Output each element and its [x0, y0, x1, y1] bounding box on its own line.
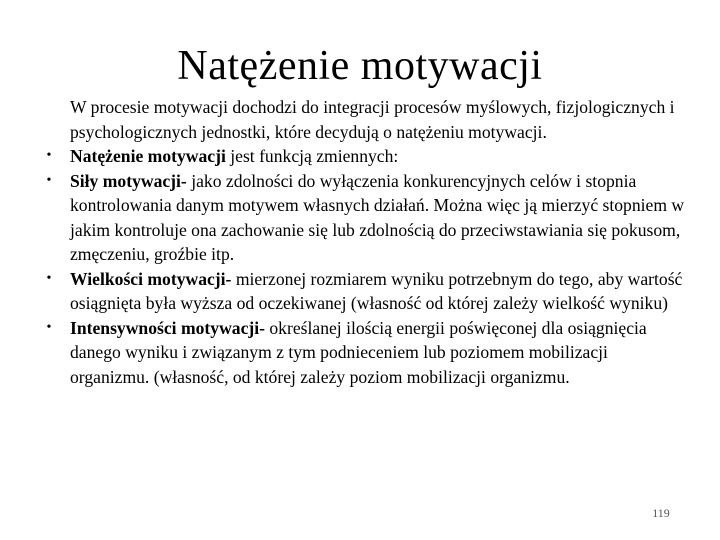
- bullet-item: [40, 267, 690, 316]
- bullet-icon: •: [46, 319, 52, 335]
- slide-content: [40, 95, 690, 389]
- bullet-text: jest funkcją zmiennych:: [225, 146, 399, 166]
- bullet-text: mierzonej rozmiarem wyniku potrzebnym do tego, aby wartość osiągnięta była wyższa od oczekiwanej (własność od której zależy wielkość wyniku): [70, 268, 683, 313]
- bullet-text: określanej ilością energii poświęconej dla osiągnięcia danego wyniku i związanym z tym podnieceniem lub poziomem mobilizacji organizmu. (własność, od której zależy poziom mobilizacji organizmu.: [70, 317, 647, 387]
- bullet-icon: •: [46, 172, 52, 188]
- bullet-item: [40, 169, 690, 267]
- bullet-item: [40, 316, 690, 390]
- bullet-term: Siły motywacji-: [70, 170, 187, 191]
- bullet-icon: •: [46, 270, 52, 286]
- slide-title: Natężenie motywacji: [177, 43, 543, 89]
- bullet-icon: •: [46, 148, 52, 163]
- slide-number: 119: [652, 506, 670, 520]
- bullet-term: Natężenie motywacji: [70, 146, 226, 166]
- bullet-term: Intensywności motywacji-: [70, 317, 265, 338]
- bullet-text: jako zdolności do wyłączenia konkurencyjnych celów i stopnia kontrolowania danym motywem własnych działań. Można więc ją mierzyć stopniem w jakim kontroluje ona zachowanie się lub zdolnością do przeciwstawiania się pokusom, zmęczeniu, groźbie itp.: [70, 170, 685, 264]
- bullet-term: Wielkości motywacji-: [70, 268, 232, 289]
- bullet-item: [40, 144, 690, 169]
- intro-text: W procesie motywacji dochodzi do integracji procesów myślowych, fizjologicznych i psychologicznych jednostki, które decydują o natężeniu motywacji.: [70, 97, 675, 142]
- intro-paragraph: [40, 95, 690, 144]
